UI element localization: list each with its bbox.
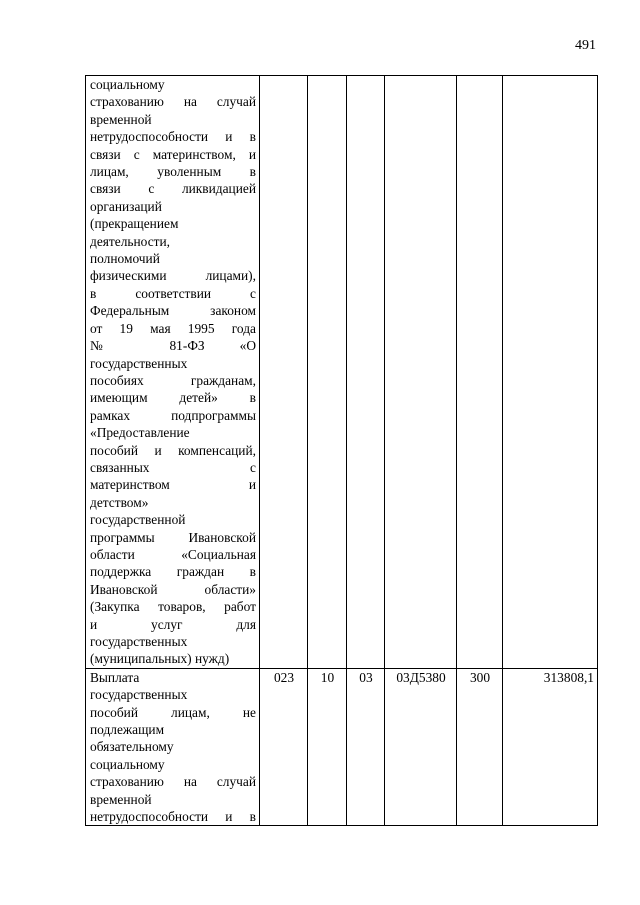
description-line: страхованию на случай — [90, 94, 256, 110]
description-line: связи с ликвидацией — [90, 181, 256, 197]
amount-cell — [503, 76, 598, 669]
description-line: государственных — [90, 687, 188, 703]
description-line: «Предоставление — [90, 425, 190, 441]
description-line: имеющим детей» в — [90, 390, 256, 406]
description-line: Ивановской области» — [90, 581, 256, 597]
description-line: области «Социальная — [90, 546, 256, 562]
description-line: в соответствии с — [90, 285, 256, 301]
description-line: государственных — [90, 355, 188, 371]
description-line: (муниципальных) нужд) — [90, 651, 230, 667]
description-line: (Закупка товаров, работ — [90, 599, 256, 615]
description-line: связи с материнством, и — [90, 146, 256, 162]
description-line: Выплата — [90, 669, 140, 685]
description-line: социальному — [90, 756, 165, 772]
description-line: материнством и — [90, 477, 256, 493]
description-line: деятельности, — [90, 233, 171, 249]
description-line: временной — [90, 111, 152, 127]
row-description — [86, 668, 260, 826]
amount-cell: 313808,1 — [503, 668, 598, 826]
description-line: полномочий — [90, 251, 160, 267]
ministry-code-cell: 023 — [260, 668, 308, 826]
description-line: и услуг для — [90, 616, 256, 632]
description-line: связанных с — [90, 459, 256, 475]
section-code-cell: 10 — [308, 668, 347, 826]
description-line: от 19 мая 1995 года — [90, 320, 256, 336]
description-line: пособий и компенсаций, — [90, 442, 256, 458]
description-line: подлежащим — [90, 722, 165, 738]
row-description — [86, 76, 260, 669]
description-line: детством» — [90, 494, 149, 510]
description-line: нетрудоспособности и в — [90, 129, 256, 145]
description-line: пособиях гражданам, — [90, 372, 256, 388]
budget-table — [85, 75, 598, 826]
table-row — [86, 76, 598, 669]
target-article-cell — [385, 76, 457, 669]
ministry-code-cell — [260, 76, 308, 669]
description-line: обязательному — [90, 739, 174, 755]
description-line: рамках подпрограммы — [90, 407, 256, 423]
description-line: лицам, уволенным в — [90, 164, 256, 180]
table-row — [86, 668, 598, 826]
target-article-cell: 03Д5380 — [385, 668, 457, 826]
description-line: программы Ивановской — [90, 529, 256, 545]
section-code-cell — [308, 76, 347, 669]
description-line: временной — [90, 791, 152, 807]
subsection-code-cell — [347, 76, 385, 669]
description-line: № 81-ФЗ «О — [90, 338, 256, 354]
page-number: 491 — [575, 38, 596, 53]
description-line: нетрудоспособности и в — [90, 809, 256, 825]
description-line: страхованию на случай — [90, 774, 256, 790]
description-line: физическими лицами), — [90, 268, 256, 284]
description-line: Федеральным законом — [90, 303, 256, 319]
description-line: социальному — [90, 77, 165, 92]
expense-type-cell — [457, 76, 503, 669]
description-line: пособий лицам, не — [90, 704, 256, 720]
description-line: поддержка граждан в — [90, 564, 256, 580]
description-line: государственных — [90, 634, 188, 649]
subsection-code-cell: 03 — [347, 668, 385, 826]
expense-type-cell: 300 — [457, 668, 503, 826]
description-line: (прекращением — [90, 216, 179, 232]
description-line: организаций — [90, 198, 162, 214]
description-line: государственной — [90, 512, 186, 528]
